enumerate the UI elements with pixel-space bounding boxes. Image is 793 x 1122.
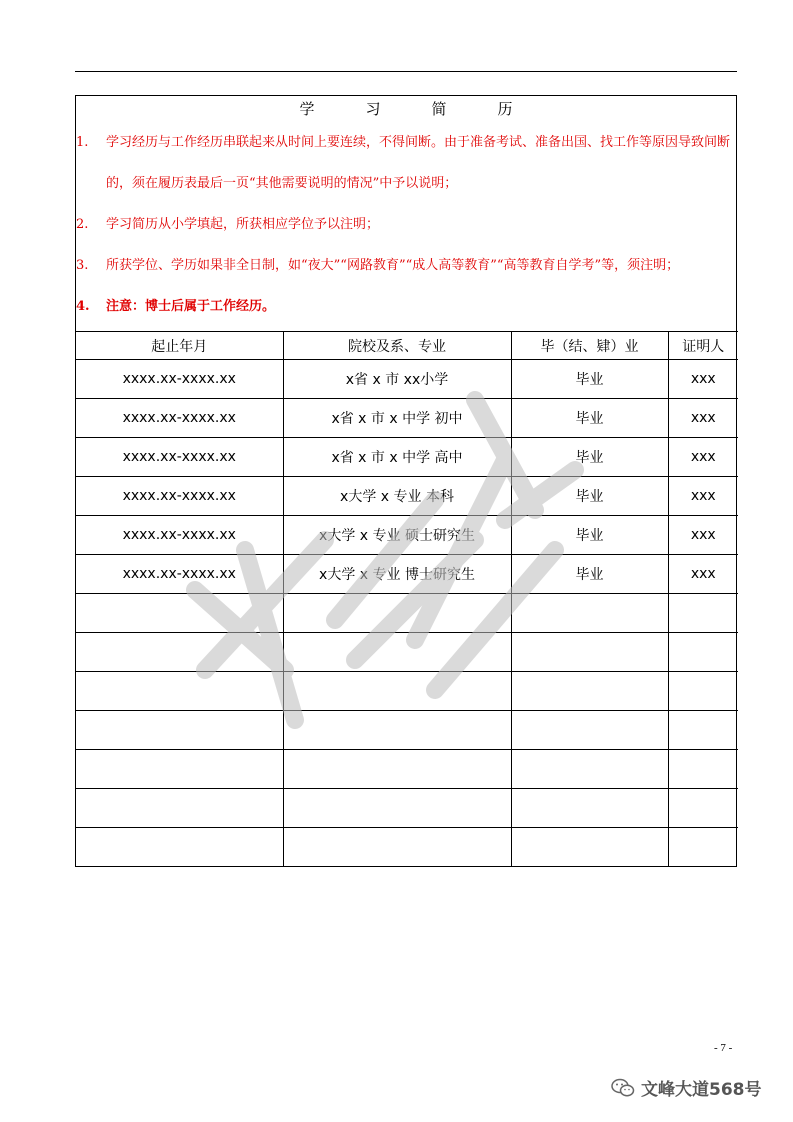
cell-school bbox=[283, 633, 511, 672]
cell-status bbox=[511, 750, 668, 789]
history-row bbox=[76, 477, 738, 516]
note-text: 学习经历与工作经历串联起来从时间上要连续，不得间断。由于准备考试、准备出国、找工作等原因导致间断的，须在履历表最后一页“其他需要说明的情况”中予以说明； bbox=[106, 135, 731, 191]
cell-period: xxxx.xx-xxxx.xx bbox=[76, 399, 283, 438]
cell-witness: xxx bbox=[668, 399, 738, 438]
cell-status: 毕业 bbox=[511, 438, 668, 477]
note-number: 3. bbox=[76, 258, 89, 273]
note-number: 1. bbox=[76, 135, 89, 150]
cell-status: 毕业 bbox=[511, 360, 668, 399]
header-row bbox=[76, 332, 738, 360]
header-period: 起止年月 bbox=[76, 332, 283, 360]
study-history-form bbox=[75, 95, 737, 867]
cell-period bbox=[76, 633, 283, 672]
note-1 bbox=[76, 122, 736, 204]
history-row-empty bbox=[76, 828, 738, 867]
instructions bbox=[76, 122, 736, 331]
cell-witness: xxx bbox=[668, 555, 738, 594]
history-rows bbox=[76, 360, 738, 867]
footer-brand-text: 文峰大道568号 bbox=[641, 1080, 762, 1100]
header-witness: 证明人 bbox=[668, 332, 738, 360]
cell-school: x大学 x 专业 硕士研究生 bbox=[283, 516, 511, 555]
cell-period: xxxx.xx-xxxx.xx bbox=[76, 438, 283, 477]
cell-witness bbox=[668, 633, 738, 672]
cell-witness bbox=[668, 789, 738, 828]
cell-status: 毕业 bbox=[511, 516, 668, 555]
note-text: 注意：博士后属于工作经历。 bbox=[106, 299, 276, 314]
cell-period: xxxx.xx-xxxx.xx bbox=[76, 477, 283, 516]
header-school: 院校及系、专业 bbox=[283, 332, 511, 360]
cell-period: xxxx.xx-xxxx.xx bbox=[76, 516, 283, 555]
cell-witness bbox=[668, 672, 738, 711]
history-table bbox=[76, 331, 738, 866]
cell-witness: xxx bbox=[668, 477, 738, 516]
note-text: 所获学位、学历如果非全日制，如“夜大”“网路教育”“成人高等教育”“高等教育自学考”等，须注明； bbox=[106, 258, 680, 273]
history-row-empty bbox=[76, 750, 738, 789]
cell-witness bbox=[668, 828, 738, 867]
cell-period bbox=[76, 789, 283, 828]
cell-status bbox=[511, 789, 668, 828]
wechat-icon bbox=[611, 1078, 635, 1098]
cell-status bbox=[511, 711, 668, 750]
cell-period bbox=[76, 711, 283, 750]
note-number: 2. bbox=[76, 217, 89, 232]
cell-school bbox=[283, 594, 511, 633]
cell-period bbox=[76, 594, 283, 633]
history-row-empty bbox=[76, 594, 738, 633]
note-number: 4. bbox=[76, 299, 90, 314]
cell-witness bbox=[668, 711, 738, 750]
history-row-empty bbox=[76, 789, 738, 828]
footer-brand bbox=[611, 1075, 762, 1100]
page-number: - 7 - bbox=[714, 1042, 733, 1054]
cell-period bbox=[76, 750, 283, 789]
cell-school: x省 x 市 x 中学 初中 bbox=[283, 399, 511, 438]
note-4 bbox=[76, 286, 736, 327]
cell-period: xxxx.xx-xxxx.xx bbox=[76, 555, 283, 594]
cell-status: 毕业 bbox=[511, 399, 668, 438]
note-text: 学习简历从小学填起，所获相应学位予以注明； bbox=[106, 217, 380, 232]
cell-school bbox=[283, 828, 511, 867]
cell-school: x大学 x 专业 博士研究生 bbox=[283, 555, 511, 594]
cell-status bbox=[511, 672, 668, 711]
cell-witness bbox=[668, 594, 738, 633]
cell-witness: xxx bbox=[668, 438, 738, 477]
note-2 bbox=[76, 204, 736, 245]
history-row bbox=[76, 399, 738, 438]
cell-witness bbox=[668, 750, 738, 789]
history-row bbox=[76, 516, 738, 555]
history-row-empty bbox=[76, 672, 738, 711]
cell-school bbox=[283, 711, 511, 750]
cell-period: xxxx.xx-xxxx.xx bbox=[76, 360, 283, 399]
note-3 bbox=[76, 245, 736, 286]
cell-witness: xxx bbox=[668, 360, 738, 399]
history-row bbox=[76, 555, 738, 594]
cell-school: x省 x 市 x 中学 高中 bbox=[283, 438, 511, 477]
header-status: 毕（结、肄）业 bbox=[511, 332, 668, 360]
cell-period bbox=[76, 672, 283, 711]
history-row bbox=[76, 360, 738, 399]
cell-witness: xxx bbox=[668, 516, 738, 555]
cell-status bbox=[511, 633, 668, 672]
cell-status bbox=[511, 594, 668, 633]
cell-school: x大学 x 专业 本科 bbox=[283, 477, 511, 516]
history-row-empty bbox=[76, 711, 738, 750]
history-row bbox=[76, 438, 738, 477]
cell-status: 毕业 bbox=[511, 555, 668, 594]
cell-school: x省 x 市 xx小学 bbox=[283, 360, 511, 399]
cell-school bbox=[283, 750, 511, 789]
cell-school bbox=[283, 672, 511, 711]
cell-period bbox=[76, 828, 283, 867]
history-row-empty bbox=[76, 633, 738, 672]
form-title: 学 习 简 历 bbox=[299, 100, 531, 118]
cell-status bbox=[511, 828, 668, 867]
cell-school bbox=[283, 789, 511, 828]
top-rule bbox=[75, 71, 737, 72]
cell-status: 毕业 bbox=[511, 477, 668, 516]
